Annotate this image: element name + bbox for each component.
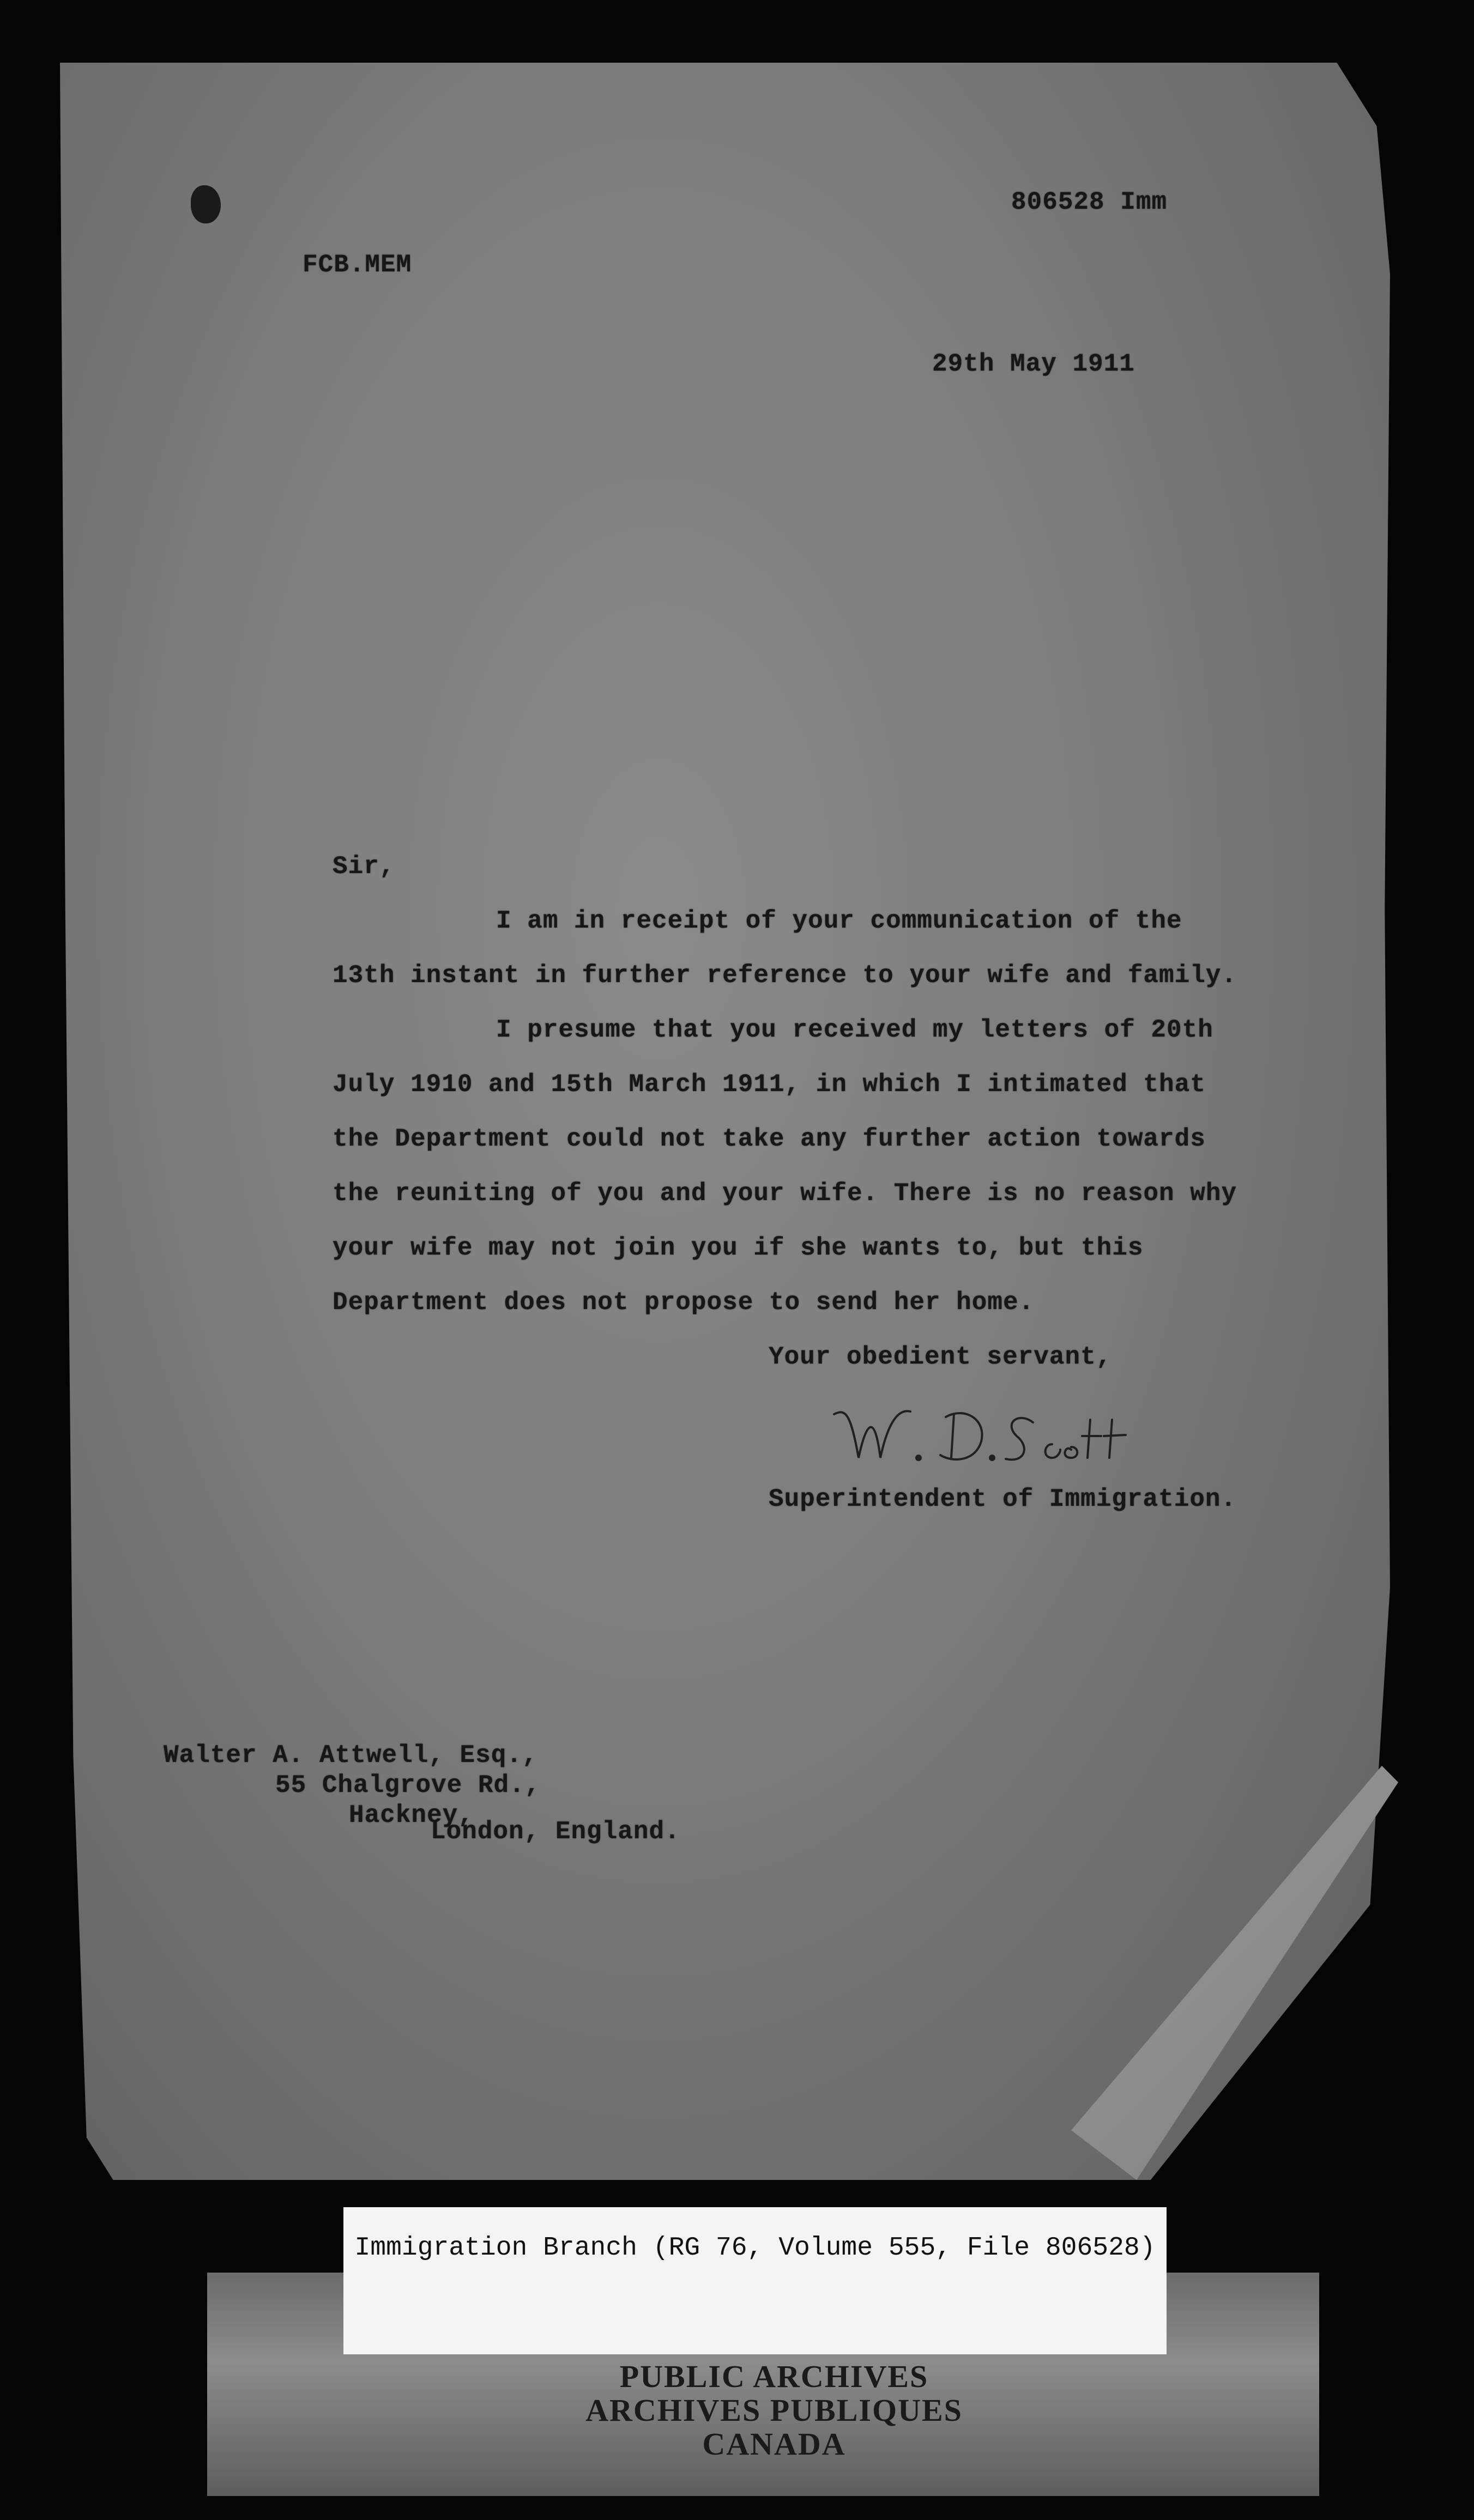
public-archives-stamp	[556, 2360, 992, 2491]
addressee-name: Walter A. Attwell, Esq.,	[164, 1741, 538, 1770]
file-reference-number: 806528 Imm	[1011, 188, 1168, 216]
ink-blot	[191, 185, 221, 223]
archive-reference-label	[343, 2207, 1167, 2354]
body-line: the Department could not take any further action towards	[333, 1125, 1206, 1153]
body-line: your wife may not join you if she wants to, but this	[333, 1234, 1144, 1262]
body-line: the reuniting of you and your wife. There is no reason why	[333, 1179, 1237, 1208]
body-line: Department does not propose to send her home.	[333, 1288, 1035, 1317]
address-district: Hackney,	[349, 1801, 474, 1830]
body-line: 13th instant in further reference to your wife and family.	[333, 961, 1237, 990]
archive-reference-text: Immigration Branch (RG 76, Volume 555, File 806528)	[354, 2233, 1156, 2263]
stamp-line: ARCHIVES PUBLIQUES	[585, 2392, 963, 2428]
signatory-title: Superintendent of Immigration.	[769, 1485, 1237, 1513]
stamp-line: CANADA	[702, 2426, 846, 2462]
closing: Your obedient servant,	[769, 1343, 1112, 1371]
letter-date: 29th May 1911	[932, 350, 1135, 378]
salutation: Sir,	[333, 852, 395, 881]
handwritten-signature	[829, 1398, 1145, 1485]
stamp-line: PUBLIC ARCHIVES	[619, 2359, 929, 2394]
body-line: I am in receipt of your communication of the	[496, 907, 1182, 935]
letter-body	[333, 839, 1368, 1384]
body-line: July 1910 and 15th March 1911, in which I intimated that	[333, 1070, 1206, 1099]
body-line: I presume that you received my letters of 20th	[496, 1016, 1213, 1044]
address-street: 55 Chalgrove Rd.,	[275, 1771, 541, 1800]
address-city: London, England.	[431, 1818, 680, 1846]
typist-initials: FCB.MEM	[303, 251, 412, 279]
